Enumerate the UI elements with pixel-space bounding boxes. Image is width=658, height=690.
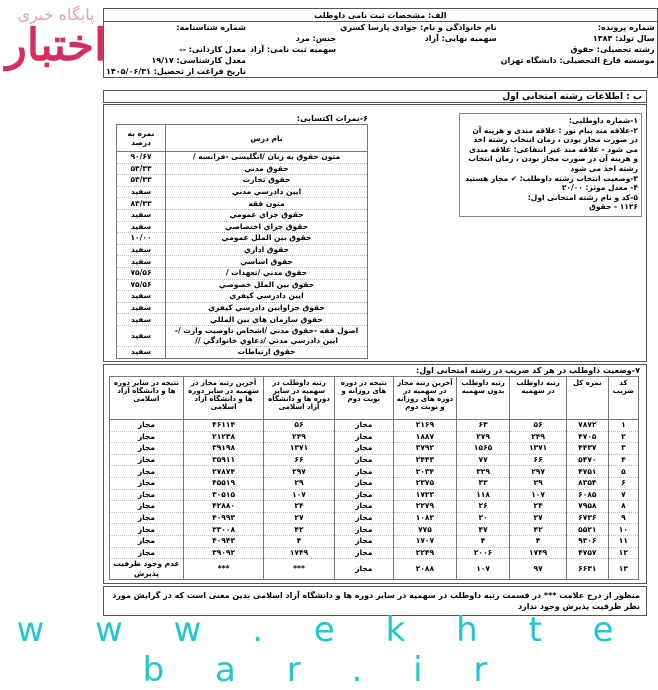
grade-row — [117, 267, 368, 279]
rank-row — [110, 524, 639, 536]
rank-cell: ۲۹۷ — [264, 466, 334, 478]
grade-percent: سفید — [117, 186, 166, 198]
grade-course-name: حقوق جزاي عمومي — [166, 209, 368, 221]
grade-course-name: ايين دادرسي مدني — [166, 186, 368, 198]
rank-cell: *** — [264, 559, 334, 580]
rank-cell: ۴۰۹۹۳ — [183, 512, 263, 524]
rank-cell: ۳۷۹۲ — [393, 443, 456, 455]
rank-cell: ۱۱۸ — [456, 489, 509, 501]
rank-cell: ۲۲۴۹ — [393, 547, 456, 559]
rank-cell: ۲۴۹ — [510, 431, 567, 443]
grade-percent: سفید — [117, 209, 166, 221]
grade-course-name: حقوق مدني — [166, 163, 368, 175]
rank-cell: مجاز — [334, 501, 393, 513]
rank-cell: ۴۵۵۱۹ — [183, 477, 263, 489]
rank-cell: ۴۲ — [510, 524, 567, 536]
rank-cell: ۷ — [608, 489, 638, 501]
info-line-3: ۳-وضعیت انتخاب رشته داوطلب: ✔ مجاز هستید — [465, 173, 638, 183]
info-line-6: ۱۱۲۶ - حقوق — [589, 202, 638, 212]
section-a-cell — [248, 55, 338, 66]
info-line-4: ۴- معدل موثر: ۲۰/۰۰ — [561, 183, 638, 193]
grade-percent: سفید — [117, 256, 166, 268]
grade-percent: سفید — [117, 244, 166, 256]
rank-cell: ۴۷۵۷ — [566, 547, 608, 559]
rank-cell: ۳۵۹۱۱ — [183, 454, 263, 466]
rank-cell: مجاز — [110, 512, 184, 524]
rank-cell: مجاز — [110, 535, 184, 547]
section-a-row — [104, 44, 658, 55]
ranks-header-5: نتیجه در دوره های روزانه و نوبت دوم — [334, 377, 393, 420]
grade-percent: ۷۵/۵۶ — [117, 279, 166, 291]
rank-cell: ۱۰۷ — [510, 489, 567, 501]
section-a-cell: نام خانوادگی و نام: جوادي پارسا کسري — [340, 23, 497, 32]
section-a-cell: جنس: مرد — [295, 34, 337, 43]
grade-course-name: متون فقه — [166, 198, 368, 210]
rank-cell: مجاز — [110, 454, 184, 466]
rank-cell: ۵۶ — [264, 420, 334, 432]
rank-row — [110, 443, 639, 455]
rank-cell: مجاز — [110, 524, 184, 536]
rank-cell: مجاز — [110, 431, 184, 443]
rank-cell: ۲۲۷۹ — [393, 501, 456, 513]
rank-cell: ۸ — [608, 501, 638, 513]
grades-header-percent: نمره به درصد — [117, 125, 166, 152]
rank-cell: مجاز — [110, 420, 184, 432]
grade-course-name: حقوق تجارت — [166, 175, 368, 187]
section-a-row — [104, 66, 658, 78]
rank-cell: ۲ — [608, 431, 638, 443]
section-a-row — [104, 33, 658, 44]
grade-row — [117, 209, 368, 221]
rank-cell: ۲۷ — [510, 512, 567, 524]
grade-row — [117, 198, 368, 210]
rank-cell: ۳ — [608, 443, 638, 455]
rank-cell: ۲۱۲۳۸ — [183, 431, 263, 443]
rank-cell: ۶۶ — [264, 454, 334, 466]
rank-cell: ۲۶ — [456, 501, 509, 513]
rank-cell: ۲۰۳۴ — [393, 466, 456, 478]
grade-course-name: متون حقوق به زبان /انگلیسی -فرانسه / — [166, 152, 368, 164]
rank-cell: ۶۷۳۶ — [566, 512, 608, 524]
rank-cell: ۶۳ — [456, 420, 509, 432]
rank-cell: ۳۰۵۱۵ — [183, 489, 263, 501]
rank-cell: مجاز — [110, 477, 184, 489]
grade-percent: سفید — [117, 314, 166, 326]
rank-cell: ۴۷۰۵ — [566, 431, 608, 443]
section-a-cell — [248, 66, 338, 78]
rank-cell: ۲۴ — [264, 501, 334, 513]
rank-cell: ۷۸۷۲ — [566, 420, 608, 432]
grade-percent: سفید — [117, 291, 166, 303]
rank-cell: ۲۹ — [264, 477, 334, 489]
rank-cell: ۴۷۵۱ — [566, 466, 608, 478]
rank-cell: مجاز — [110, 489, 184, 501]
rank-cell: ۲۰۸۸ — [393, 559, 456, 580]
rank-cell: مجاز — [334, 477, 393, 489]
grade-course-name: اصول فقه -حقوق مدني /اشخاص تاوصيت وارث /-ايين دادرسي مدني /دعاوي خانوادگي // — [166, 325, 368, 346]
rank-cell: ۶۶ — [510, 454, 567, 466]
rank-cell: ۶ — [608, 477, 638, 489]
rank-cell: ۳۰ — [456, 512, 509, 524]
grade-course-name: حقوق اداري — [166, 244, 368, 256]
footer-url: w w w . e k h t e b a r . i r — [16, 610, 634, 690]
rank-cell: ۷۹۵۸ — [566, 501, 608, 513]
rank-cell: ۲۳۷۵ — [393, 477, 456, 489]
rank-cell: مجاز — [334, 489, 393, 501]
section-a-cell: معدل کارشناسی: ۱۹/۱۷ — [151, 56, 246, 65]
grade-course-name: حقوق سازمان هاي بين المللي — [166, 314, 368, 326]
rank-cell: ۲۷۸۷۴ — [183, 466, 263, 478]
rank-cell: ۹۷ — [510, 559, 567, 580]
rank-cell: ۱۰۷ — [456, 559, 509, 580]
rank-cell: مجاز — [110, 443, 184, 455]
rank-cell: ۴۰۹۴۳ — [183, 535, 263, 547]
grades-section — [116, 113, 368, 359]
ranks-header-6: رتبه داوطلب در سهمیه در سایر دوره ها و دانشگاه آزاد اسلامی — [264, 377, 334, 420]
rank-cell: ۷۷ — [456, 454, 509, 466]
grade-row — [117, 175, 368, 187]
rank-cell: ۳۹۰۹۲ — [183, 547, 263, 559]
section-a-cell: شماره پرونده: — [597, 23, 655, 32]
grade-row — [117, 244, 368, 256]
rank-cell: ۴۷ — [456, 524, 509, 536]
grade-course-name: حقوق جزاي اختصاصي — [166, 221, 368, 233]
grades-table — [116, 124, 368, 359]
rank-cell: ۱۷۴۹ — [264, 547, 334, 559]
rank-cell: ۴۴۳۷ — [566, 443, 608, 455]
rank-row — [110, 454, 639, 466]
section-a-row — [104, 22, 658, 34]
rank-cell: مجاز — [334, 443, 393, 455]
grade-row — [117, 152, 368, 164]
rank-cell: ۵۵۲۱ — [566, 524, 608, 536]
rank-cell: ۱۳۷۱ — [510, 443, 567, 455]
rank-cell: ۱۲ — [608, 547, 638, 559]
grade-row — [117, 256, 368, 268]
section-a-cell: رشته تحصیلی: حقوق — [570, 45, 655, 54]
rank-cell: ۴ — [264, 535, 334, 547]
rank-cell: مجاز — [334, 524, 393, 536]
grade-row — [117, 346, 368, 358]
rank-cell: ۲۹ — [510, 477, 567, 489]
rank-cell: ۸۳۵۴ — [566, 477, 608, 489]
grade-percent: سفید — [117, 325, 166, 346]
watermark-logo — [2, 5, 110, 71]
section-a-cell: سهمیه نهایی: آزاد — [424, 34, 497, 43]
rank-cell: ۱۸۸۷ — [393, 431, 456, 443]
grade-row — [117, 325, 368, 346]
section-a-cell: سهمیه ثبت نامی: آزاد — [249, 45, 337, 54]
rank-row — [110, 431, 639, 443]
grades-header-course: نام درس — [166, 125, 368, 152]
grade-row — [117, 163, 368, 175]
rank-cell: ۴۲۸۸۰ — [183, 501, 263, 513]
rank-cell: ۲۴ — [510, 501, 567, 513]
section-a-registration — [103, 8, 658, 78]
grade-percent: ۵۳/۳۳ — [117, 163, 166, 175]
rank-cell: ۱۷۰۷ — [393, 535, 456, 547]
rank-cell: مجاز — [110, 466, 184, 478]
section-a-cell: موسسه فارغ التحصیلی: دانشگاه تهران — [500, 56, 655, 65]
rank-cell: ۳۳ — [456, 477, 509, 489]
grade-row — [117, 186, 368, 198]
rank-cell: *** — [183, 559, 263, 580]
rank-cell: مجاز — [110, 547, 184, 559]
grade-row — [117, 291, 368, 303]
section-a-cell: سال تولد: ۱۳۸۳ — [592, 34, 655, 43]
rank-cell: ۹۳۰۶ — [566, 535, 608, 547]
rank-cell: ۱۰۷ — [264, 489, 334, 501]
info-line-5: ۵-کد و نام رشته امتحانی اول: — [527, 192, 638, 202]
rank-cell: ۲۷ — [264, 512, 334, 524]
rank-row — [110, 547, 639, 559]
exam-info-frame — [103, 104, 647, 362]
rank-cell: ۳۲۹ — [456, 466, 509, 478]
rank-cell: ۱۰۸۲ — [393, 512, 456, 524]
rank-cell: ۱ — [608, 420, 638, 432]
rank-cell: ۵۶ — [510, 420, 567, 432]
rank-cell: ۹ — [608, 512, 638, 524]
rank-cell: ۱۷۲۳ — [393, 489, 456, 501]
rank-cell: ۳۹۱۹۸ — [183, 443, 263, 455]
rank-cell: مجاز — [334, 512, 393, 524]
section-a-cell: معدل کاردانی: -- — [179, 45, 246, 54]
rank-row — [110, 512, 639, 524]
section-a-cell — [104, 33, 248, 44]
rank-cell: ۴۶۱۱۴ — [183, 420, 263, 432]
rank-cell: ۴ — [608, 454, 638, 466]
grade-course-name: حقوق بين الملل خصوصي — [166, 279, 368, 291]
rank-cell: ۱۰ — [608, 524, 638, 536]
rank-cell: ۴۲ — [264, 524, 334, 536]
ranks-header-1: نمره کل — [566, 377, 608, 420]
section-a-cell — [248, 22, 338, 34]
rank-cell: ۶۰۸۵ — [566, 489, 608, 501]
rank-cell: ۲۴۴۳ — [393, 454, 456, 466]
section-a-cell — [499, 66, 657, 78]
rank-cell: ۲۷۹ — [456, 431, 509, 443]
rank-row — [110, 489, 639, 501]
rank-cell: ۱۳ — [608, 559, 638, 580]
rank-cell: ۶۶۳۱ — [566, 559, 608, 580]
ranks-caption: ۷-وضعیت داوطلب در هر کد ضریب در رشته امتحانی اول: — [416, 366, 640, 375]
rank-cell: مجاز — [334, 559, 393, 580]
grade-percent: ۹۰/۶۷ — [117, 152, 166, 164]
rank-cell: مجاز — [334, 547, 393, 559]
rank-cell: ۱۵۶۵ — [456, 443, 509, 455]
section-a-cell: تاریخ فراغت از تحصیل: ۱۴۰۵/۰۶/۳۱ — [106, 67, 246, 76]
rank-cell: ۵۴۷۰ — [566, 454, 608, 466]
rank-cell: مجاز — [334, 431, 393, 443]
rank-cell: مجاز — [334, 535, 393, 547]
grade-course-name: حقوق جزاوايين دادرسي کيفري — [166, 302, 368, 314]
rank-cell: عدم وجود ظرفیت پذیرش — [110, 559, 184, 580]
ranks-frame — [103, 364, 647, 584]
info-line-1: ۱-شماره داوطلبی: — [568, 116, 638, 125]
rank-cell: ۲۱۶۹ — [393, 420, 456, 432]
grade-row — [117, 302, 368, 314]
rank-cell: ۱۱ — [608, 535, 638, 547]
rank-cell: ۲۴۹ — [264, 431, 334, 443]
rank-cell: مجاز — [110, 501, 184, 513]
grade-percent: سفید — [117, 302, 166, 314]
grade-course-name: حقوق ارتباطات — [166, 346, 368, 358]
ranks-header-4: آخرین رتبه مجاز در سهمیه در دوره های روزانه و نوبت دوم — [393, 377, 456, 420]
grade-row — [117, 279, 368, 291]
grade-percent: سفید — [117, 221, 166, 233]
rank-cell: ۳۳۰۰۸ — [183, 524, 263, 536]
candidate-info-box — [459, 113, 642, 217]
ranks-header-3: رتبه داوطلب بدون سهمیه — [456, 377, 509, 420]
grade-row — [117, 233, 368, 245]
section-a-cell — [338, 55, 499, 66]
section-a-cell — [338, 66, 499, 78]
grade-percent: سفید — [117, 346, 166, 358]
grade-percent: ۸۳/۳۳ — [117, 198, 166, 210]
grade-course-name: ايين دادرسي کيفري — [166, 291, 368, 303]
ranks-table — [109, 376, 639, 580]
watermark-top: پایگاه خبری — [17, 5, 95, 24]
watermark-main: اختبار — [5, 20, 107, 71]
section-a-title: الف: مشخصات ثبت نامی داوطلب — [104, 9, 658, 22]
grade-percent: ۱۰/۰۰ — [117, 233, 166, 245]
rank-row — [110, 420, 639, 432]
rank-cell: ۴ — [456, 535, 509, 547]
rank-row — [110, 501, 639, 513]
section-a-cell: شماره شناسنامه: — [176, 23, 246, 32]
ranks-header-7: آخرین رتبه مجاز در سهمیه در سایر دوره ها و دانشگاه آزاد اسلامی — [183, 377, 263, 420]
rank-row — [110, 559, 639, 580]
rank-cell: ۴ — [510, 535, 567, 547]
section-b-title: ب : اطلاعات رشته امتحانی اول — [103, 90, 647, 103]
rank-cell: ۷۷۵ — [393, 524, 456, 536]
ranks-header-8: نتیجه در سایر دوره ها و دانشگاه آزاد اسلامی — [110, 377, 184, 420]
rank-cell: مجاز — [334, 420, 393, 432]
rank-cell: ۱۳۷۱ — [264, 443, 334, 455]
rank-cell: ۵ — [608, 466, 638, 478]
rank-cell: ۲۰۰۶ — [456, 547, 509, 559]
rank-cell: ۱۷۴۹ — [510, 547, 567, 559]
info-line-2: ۲-علاقه مند پیام نور : علاقه مندی و هزینه آن در صورت مجاز بودن ، زمان انتخاب رشته اخذ می شود - علاقه مند غیر انتفاعی: علاقه مندی و هزینه آن در صورت مجاز بودن ، زمان انتخاب رشته اخذ می شود — [468, 125, 638, 173]
rank-cell: ۲۹۷ — [510, 466, 567, 478]
grade-course-name: حقوق مدني /تعهدات / — [166, 267, 368, 279]
rank-cell: مجاز — [334, 454, 393, 466]
grade-row — [117, 314, 368, 326]
rank-row — [110, 535, 639, 547]
section-a-row — [104, 55, 658, 66]
rank-row — [110, 466, 639, 478]
grades-caption: ۶-نمرات اکتسابی: — [296, 114, 368, 123]
ranks-header-2: رتبه داوطلب در سهمیه — [510, 377, 567, 420]
footnote: منظور از درج علامت *** در قسمت رتبه داوطلب در سهمیه در سایر دوره ها و دانشگاه آزاد اسلامی بدین معنی است که در گرایش مورد نظر ظرفیت پذیرش وجود ندارد — [103, 586, 647, 616]
grade-course-name: حقوق اساسي — [166, 256, 368, 268]
grade-course-name: حقوق بين الملل عمومي — [166, 233, 368, 245]
ranks-header-0: کد ضریب — [608, 377, 638, 420]
grade-percent: ۷۵/۵۶ — [117, 267, 166, 279]
grade-percent: ۵۳/۳۳ — [117, 175, 166, 187]
grade-row — [117, 221, 368, 233]
rank-cell: مجاز — [334, 466, 393, 478]
section-a-cell — [338, 44, 499, 55]
rank-row — [110, 477, 639, 489]
